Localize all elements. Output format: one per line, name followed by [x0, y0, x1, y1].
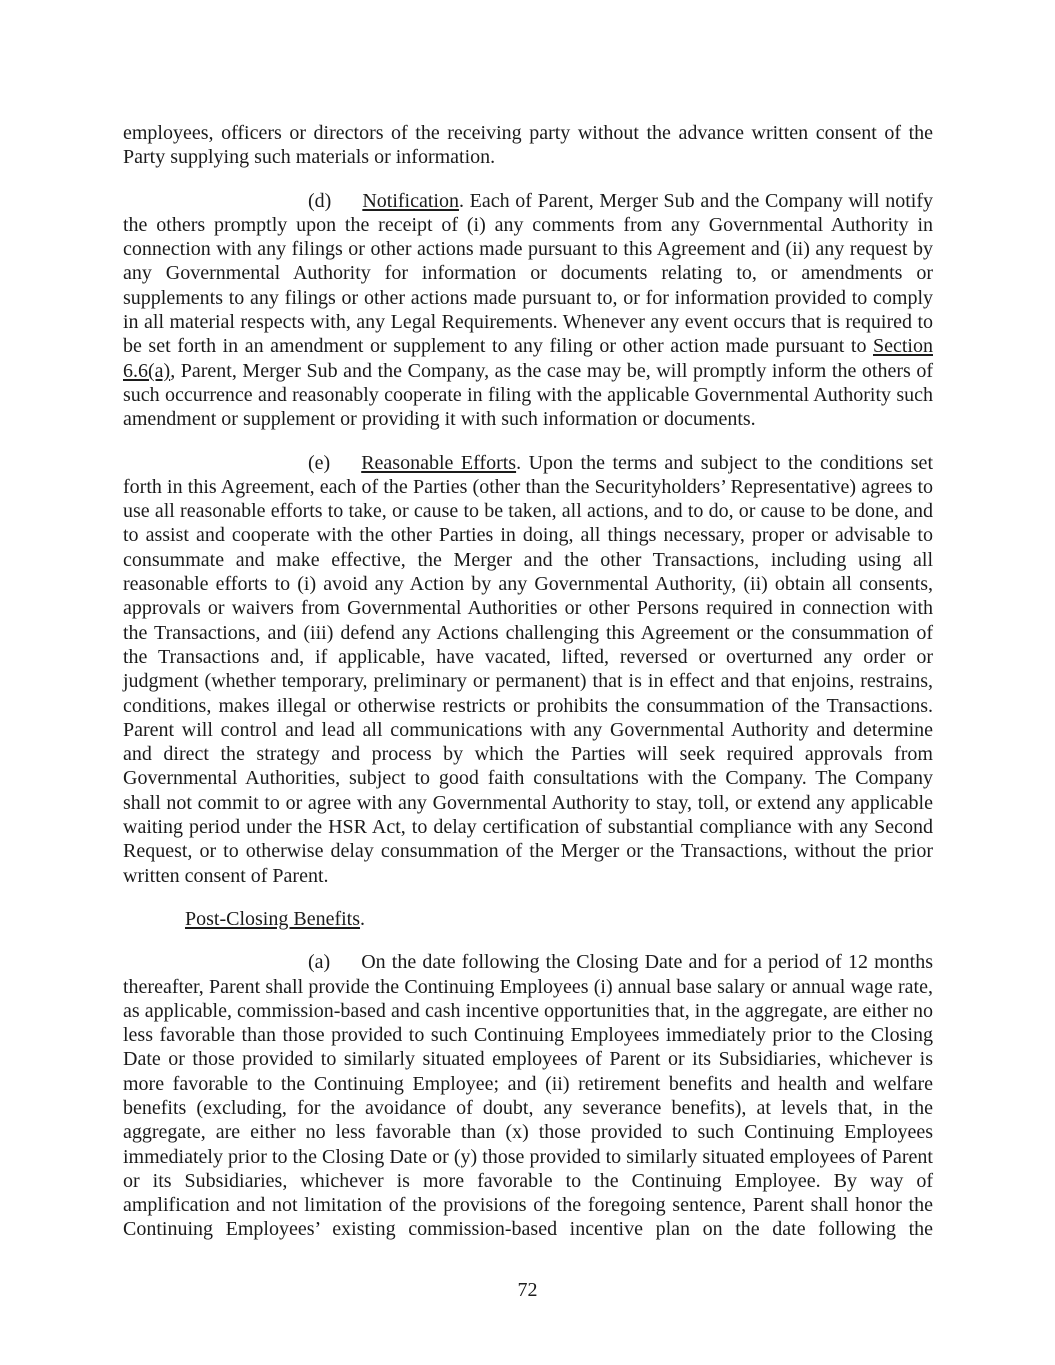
paragraph-intro	[123, 121, 933, 170]
paragraph-a-post-closing	[123, 950, 933, 1242]
post-closing-benefits-heading-text: Post-Closing Benefits	[185, 907, 361, 930]
page-number: 72	[517, 1279, 538, 1301]
section-heading-post-closing-benefits	[123, 907, 933, 931]
clause-label-e: (e)	[308, 451, 331, 474]
paragraph-intro-text: employees, officers or directors of the receiving party without the advance written consent of the Party supplying such materials or information.	[123, 122, 933, 169]
section-reference-6-6a: Section 6.6(a)	[123, 335, 933, 382]
paragraph-d-notification	[123, 189, 933, 432]
clause-a-text: On the date following the Closing Date and for a period of 12 months thereafter, Parent shall provide the Continuing Employees (i) annual base salary or annual wage rate, as applicable, commission-based and cash incentive opportunities that, in the aggregate, are either no less favorable than those provided to such Continuing Employees immediately prior to the Closing Date or those provided to similarly situated employees of Parent or its Subsidiaries, whichever is more favorable to the Continuing Employee; and (ii) retirement benefits and health and welfare benefits (excluding, for the avoidance of doubt, any severance benefits), at levels that, in the aggregate, are either no less favorable than (x) those provided to such Continuing Employees immediately prior to the Closing Date or (y) those provided to similarly situated employees of Parent or its Subsidiaries, whichever is more favorable to the Continuing Employee. By way of amplification and not limitation of the provisions of the foregoing sentence, Parent shall honor the Continuing Employees’ existing commission-based incentive plan on the date following the	[123, 951, 933, 1241]
clause-label-a: (a)	[308, 951, 331, 974]
clause-e-text: . Upon the terms and subject to the conditions set forth in this Agreement, each of the Parties (other than the Securityholders’ Representative) agrees to use all reasonable efforts to take, or cause to be taken, all actions, and to do, or cause to be done, and to assist and cooperate with the other Parties in doing, all things necessary, proper or advisable to consummate and make effective, the Merger and the other Transactions, including using all reasonable efforts to (i) avoid any Action by any Governmental Authority, (ii) obtain all consents, approvals or waivers from Governmental Authorities or other Persons required in connection with the Transactions, and (iii) defend any Actions challenging this Agreement or the consummation of the Transactions and, if applicable, have vacated, lifted, reversed or overturned any order or judgment (whether temporary, preliminary or permanent) that is in effect and that enjoins, restrains, conditions, makes illegal or otherwise restricts or prohibits the consummation of the Transactions. Parent will control and lead all communications with any Governmental Authority and determine and direct the strategy and process by which the Parties will seek required approvals from Governmental Authorities, subject to good faith consultations with the Company. The Company shall not commit to or agree with any Governmental Authority to stay, toll, or extend any applicable waiting period under the HSR Act, to delay certification of substantial compliance with any Second Request, or to otherwise delay consummation of the Merger or the Transactions, without the prior written consent of Parent.	[123, 451, 933, 887]
clause-d-text-2: , Parent, Merger Sub and the Company, as the case may be, will promptly inform the others of such occurrence and reasonably cooperate in filing with the applicable Governmental Authority such amendment or supplement or providing it with such information or documents.	[123, 359, 933, 431]
clause-d-text-1: . Each of Parent, Merger Sub and the Company will notify the others promptly upon the receipt of (i) any comments from any Governmental Authority in connection with any filings or other actions made pursuant to this Agreement and (ii) any request by any Governmental Authority for information or documents relating to, or amendments or supplements to any filings or other actions made pursuant to, or for information provided to comply in all material respects with, any Legal Requirements. Whenever any event occurs that is required to be set forth in an amendment or supplement to any filing or other action made pursuant to	[123, 189, 933, 358]
paragraph-e-reasonable-efforts	[123, 451, 933, 888]
post-closing-benefits-heading-period: .	[360, 907, 366, 930]
clause-heading-reasonable-efforts: Reasonable Efforts	[361, 451, 517, 474]
document-body	[123, 121, 933, 1261]
clause-label-d: (d)	[308, 189, 332, 212]
clause-heading-notification: Notification	[362, 189, 459, 212]
